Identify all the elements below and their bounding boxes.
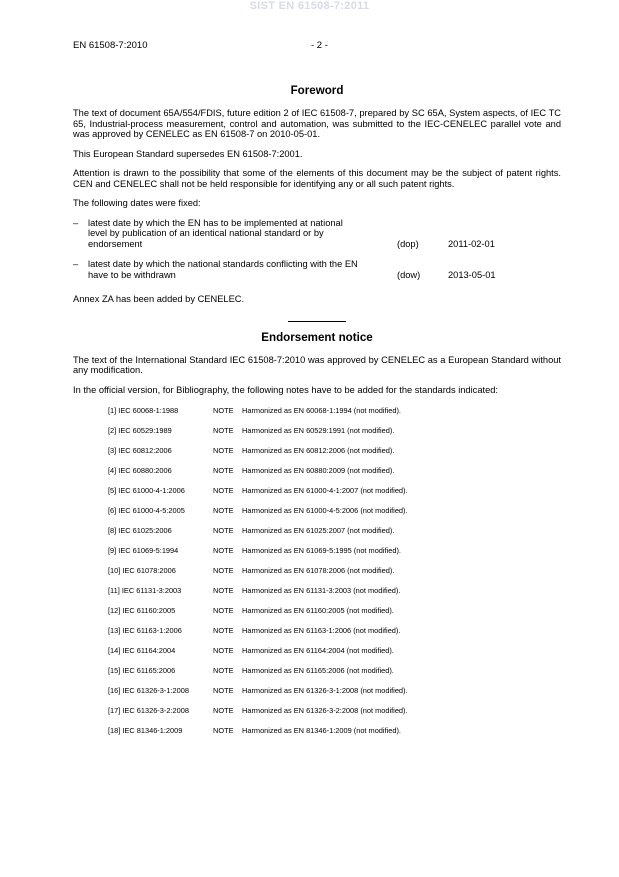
endorsement-paragraph: The text of the International Standard IEC 61508-7:2010 was approved by CENELEC as a European Standard without any modification. [73, 354, 561, 375]
note-label: NOTE [213, 486, 234, 495]
foreword-paragraph: The following dates were fixed: [73, 198, 201, 208]
note-label: NOTE [213, 466, 234, 475]
harmonized-text: Harmonized as EN 61000-4-5:2006 (not modified). [242, 506, 408, 515]
harmonized-text: Harmonized as EN 61069-5:1995 (not modified). [242, 546, 401, 555]
harmonized-text: Harmonized as EN 61165:2006 (not modified). [242, 666, 394, 675]
bibliography-reference: [11] IEC 61131-3:2003 [108, 586, 182, 595]
note-label: NOTE [213, 526, 234, 535]
date-abbreviation: (dop) [397, 238, 419, 249]
bibliography-row [73, 504, 561, 524]
harmonized-text: Harmonized as EN 81346-1:2009 (not modified). [242, 726, 401, 735]
note-label: NOTE [213, 566, 234, 575]
note-label: NOTE [213, 446, 234, 455]
bibliography-row [73, 424, 561, 444]
foreword-title: Foreword [290, 84, 344, 97]
date-value: 2013-05-01 [448, 269, 496, 280]
section-divider [288, 321, 346, 322]
bibliography-row [73, 684, 561, 704]
harmonized-text: Harmonized as EN 60812:2006 (not modified). [242, 446, 395, 455]
bibliography-reference: [2] IEC 60529:1989 [108, 426, 172, 435]
bibliography-row [73, 464, 561, 484]
harmonized-text: Harmonized as EN 61131-3:2003 (not modified). [242, 586, 401, 595]
harmonized-text: Harmonized as EN 61160:2005 (not modified). [242, 606, 394, 615]
bibliography-row [73, 604, 561, 624]
bibliography-row [73, 704, 561, 724]
bibliography-reference: [4] IEC 60880:2006 [108, 466, 172, 475]
note-label: NOTE [213, 726, 234, 735]
bibliography-reference: [1] IEC 60068-1:1988 [108, 406, 179, 415]
bibliography-reference: [9] IEC 61069-5:1994 [108, 546, 179, 555]
bibliography-row [73, 584, 561, 604]
harmonized-text: Harmonized as EN 61000-4-1:2007 (not modified). [242, 486, 408, 495]
document-body [73, 84, 561, 744]
foreword-paragraph: Attention is drawn to the possibility that some of the elements of this document may be the subject of patent rights. CEN and CENELEC shall not be held responsible for identifying any or all such patent rights. [73, 168, 561, 189]
note-label: NOTE [213, 546, 234, 555]
endorsement-title: Endorsement notice [261, 330, 373, 344]
harmonized-text: Harmonized as EN 60880:2009 (not modified). [242, 466, 395, 475]
bibliography-row [73, 624, 561, 644]
date-abbreviation: (dow) [397, 269, 421, 280]
note-label: NOTE [213, 686, 234, 695]
note-label: NOTE [213, 586, 234, 595]
note-label: NOTE [213, 626, 234, 635]
bibliography-row [73, 644, 561, 664]
note-label: NOTE [213, 666, 234, 675]
harmonized-text: Harmonized as EN 61164:2004 (not modified). [242, 646, 394, 655]
harmonized-text: Harmonized as EN 61326-3-2:2008 (not modified). [242, 706, 408, 715]
bibliography-row [73, 564, 561, 584]
bibliography-row [73, 724, 561, 744]
note-label: NOTE [213, 406, 234, 415]
bibliography-reference: [14] IEC 61164:2004 [108, 646, 176, 655]
bibliography-row [73, 544, 561, 564]
bibliography-reference: [13] IEC 61163-1:2006 [108, 626, 182, 635]
date-value: 2011-02-01 [448, 238, 495, 249]
note-label: NOTE [213, 706, 234, 715]
bibliography-reference: [18] IEC 81346-1:2009 [108, 726, 183, 735]
date-item [73, 218, 561, 250]
bibliography-reference: [8] IEC 61025:2006 [108, 526, 172, 535]
bibliography-reference: [15] IEC 61165:2006 [108, 666, 176, 675]
document-id: EN 61508-7:2010 [73, 40, 148, 51]
date-item [73, 259, 561, 280]
harmonized-text: Harmonized as EN 60529:1991 (not modified). [242, 426, 395, 435]
date-description: latest date by which the national standards conflicting with the EN have to be withdrawn [88, 259, 358, 280]
note-label: NOTE [213, 506, 234, 515]
foreword-paragraph: The text of document 65A/554/FDIS, future edition 2 of IEC 61508-7, prepared by SC 65A, System aspects, of IEC TC 65, Industrial-process measurement, control and automation, was submitted to the IEC-CENELEC parallel vote and was approved by CENELEC as EN 61508-7 on 2010-05-01. [73, 108, 561, 139]
note-label: NOTE [213, 426, 234, 435]
bibliography-row [73, 404, 561, 424]
bibliography-reference: [12] IEC 61160:2005 [108, 606, 176, 615]
bibliography-row [73, 524, 561, 544]
bibliography-reference: [16] IEC 61326-3-1:2008 [108, 686, 189, 695]
bibliography-reference: [17] IEC 61326-3-2:2008 [108, 706, 189, 715]
bibliography-row [73, 444, 561, 464]
watermark: SIST EN 61508-7:2011 [249, 0, 370, 12]
dates-list [73, 218, 561, 281]
harmonized-text: Harmonized as EN 61163-1:2006 (not modified). [242, 626, 401, 635]
bibliography-row [73, 664, 561, 684]
foreword-paragraph: Annex ZA has been added by CENELEC. [73, 294, 245, 304]
page-header [73, 40, 561, 52]
endorsement-paragraph: In the official version, for Bibliography, the following notes have to be added for the standards indicated: [73, 384, 498, 395]
bibliography-notes [73, 404, 561, 744]
harmonized-text: Harmonized as EN 61078:2006 (not modified). [242, 566, 395, 575]
list-dash: – [73, 259, 79, 269]
bibliography-reference: [6] IEC 61000-4-5:2005 [108, 506, 185, 515]
page-number: - 2 - [311, 40, 328, 51]
harmonized-text: Harmonized as EN 61025:2007 (not modified). [242, 526, 395, 535]
bibliography-reference: [5] IEC 61000-4-1:2006 [108, 486, 185, 495]
list-dash: – [73, 217, 79, 228]
harmonized-text: Harmonized as EN 60068-1:1994 (not modified). [242, 406, 401, 415]
note-label: NOTE [213, 606, 234, 615]
foreword-paragraph: This European Standard supersedes EN 61508-7:2001. [73, 148, 303, 159]
bibliography-row [73, 484, 561, 504]
note-label: NOTE [213, 646, 234, 655]
bibliography-reference: [3] IEC 60812:2006 [108, 446, 172, 455]
bibliography-reference: [10] IEC 61078:2006 [108, 566, 176, 575]
harmonized-text: Harmonized as EN 61326-3-1:2008 (not modified). [242, 686, 408, 695]
date-description: latest date by which the EN has to be implemented at national level by publication of an identical national standard or by endorsement [88, 217, 343, 249]
